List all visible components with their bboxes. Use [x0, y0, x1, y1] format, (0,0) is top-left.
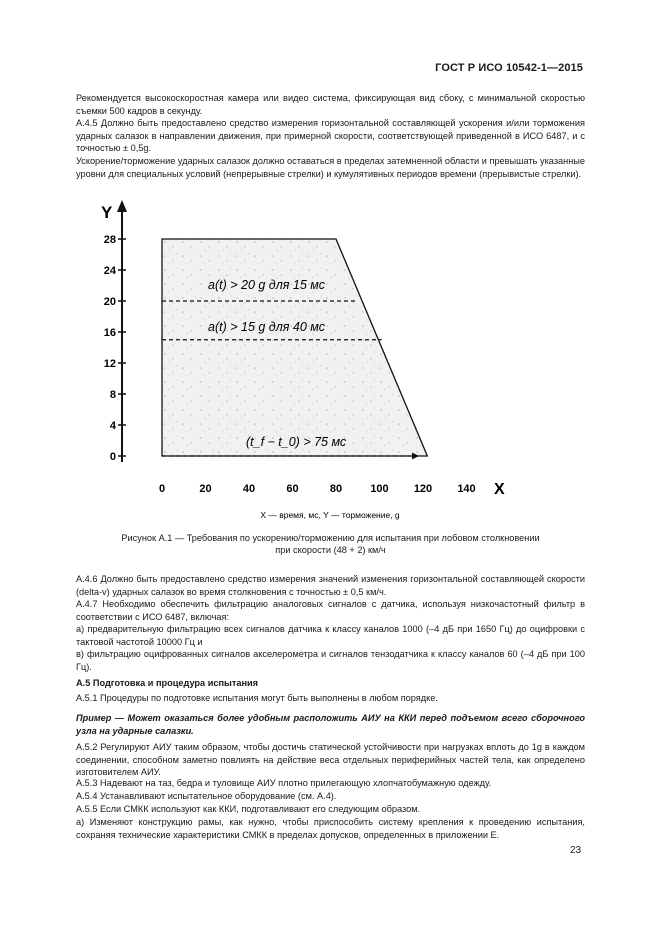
- x-tick-label: 140: [457, 483, 476, 495]
- y-tick-label: 24: [103, 265, 116, 277]
- example-note: Пример — Может оказаться более удобным расположить АИУ на ККИ перед подъемом всего сборочного узла на ударные салазки.: [76, 713, 585, 736]
- duration-label: (t_f − t_0) > 75 мс: [246, 435, 347, 449]
- acceleration-chart: [0, 195, 661, 525]
- x-tick-label: 60: [286, 483, 299, 495]
- x-tick-label: 40: [242, 483, 256, 495]
- paragraph-a45: А.4.5 Должно быть предоставлено средство измерения горизонтальной составляющей ускорения и/или торможения ударных салазок в направлении движения, при примерной скорости, соответствующей приведенной в ИСО 6487, и с точностью ± 0,5g.: [76, 118, 585, 154]
- figure-caption-line1: Рисунок А.1 — Требования по ускорению/торможению для испытания при лобовом столкновении: [121, 533, 540, 543]
- y-axis-label: Y: [101, 203, 113, 222]
- figure-caption-line2: при скорости (48 + 2) км/ч: [275, 545, 386, 555]
- page-number: 23: [570, 845, 582, 856]
- paragraph-a51: А.5.1 Процедуры по подготовке испытания могут быть выполнены в любом порядке.: [76, 693, 438, 703]
- paragraph-a54: А.5.4 Устанавливают испытательное оборудование (см. А.4).: [76, 791, 337, 801]
- axis-legend-note: X — время, мс, Y — торможение, g: [260, 510, 400, 520]
- paragraph-a55: А.5.5 Если СМКК используют как ККИ, подготавливают его следующим образом.: [76, 804, 421, 814]
- x-tick-label: 120: [413, 483, 433, 495]
- section-heading-a5: А.5 Подготовка и процедура испытания: [76, 678, 259, 688]
- paragraph-a55a: а) Изменяют конструкцию рамы, как нужно, чтобы приспособить систему крепления к проведению испытания, сохраняя технические характеристики СМКК в пределах допусков, определенных в приложении Е.: [76, 817, 585, 840]
- y-tick-label: 8: [109, 389, 116, 401]
- threshold-label-15g: a(t) > 15 g для 40 мс: [208, 320, 325, 334]
- y-axis-arrow: [117, 200, 127, 212]
- paragraph-camera: Рекомендуется высокоскоростная камера или видео система, фиксирующая вид сбоку, с минимальной скоростью съемки 500 кадров в секунду.: [76, 93, 585, 116]
- x-tick-label: 100: [370, 483, 389, 495]
- paragraph-filter-b: в) фильтрацию оцифрованных сигналов акселерометра и сигналов тензодатчика к классу каналов 60 (–4 дБ при 100 Гц).: [76, 649, 585, 672]
- y-tick-label: 0: [109, 451, 116, 463]
- paragraph-a53: А.5.3 Надевают на таз, бедра и туловище АИУ плотно прилегающую хлопчатобумажную одежду.: [76, 778, 492, 788]
- y-tick-label: 16: [103, 327, 116, 339]
- y-tick-label: 12: [103, 358, 116, 370]
- paragraph-a52: А.5.2 Регулируют АИУ таким образом, чтобы достичь статической устойчивости при нагрузках вплоть до 1g в каждом соединении, способном заметно повлиять на действие веса отдельных периферийных частей тела, как определено изготовителем АИУ.: [76, 742, 585, 778]
- paragraph-a47: А.4.7 Необходимо обеспечить фильтрацию аналоговых сигналов с датчика, используя низкочастотный фильтр в соответствии с ИСО 6487, включая:: [76, 599, 585, 622]
- paragraph-acceleration: Ускорение/торможение ударных салазок должно оставаться в пределах затемненной области и превышать указанные уровни для специальных условий (непрерывные стрелки) и кумулятивных периодов времени (прерывистые стрелки).: [76, 156, 585, 179]
- y-tick-label: 4: [109, 420, 116, 432]
- paragraph-a46: А.4.6 Должно быть предоставлено средство измерения значений изменения горизонтальной составляющей скорости (delta-v) ударных салазок во время столкновения с точностью ± 0,5 км/ч.: [76, 574, 585, 597]
- y-tick-label: 28: [103, 234, 116, 246]
- x-axis-label: X: [494, 481, 505, 498]
- x-tick-label: 0: [158, 483, 166, 495]
- x-tick-label: 80: [329, 483, 343, 495]
- paragraph-filter-a: а) предварительную фильтрацию всех сигналов датчика к классу каналов 1000 (–4 дБ при 1650 Гц) до оцифровки с тактовой частотой 10000 Гц и: [76, 624, 585, 647]
- y-tick-label: 20: [103, 296, 116, 308]
- document-header: ГОСТ Р ИСО 10542-1—2015: [435, 62, 583, 74]
- x-tick-label: 20: [199, 483, 212, 495]
- required-region: [162, 239, 427, 456]
- threshold-label-20g: a(t) > 20 g для 15 мс: [208, 278, 325, 292]
